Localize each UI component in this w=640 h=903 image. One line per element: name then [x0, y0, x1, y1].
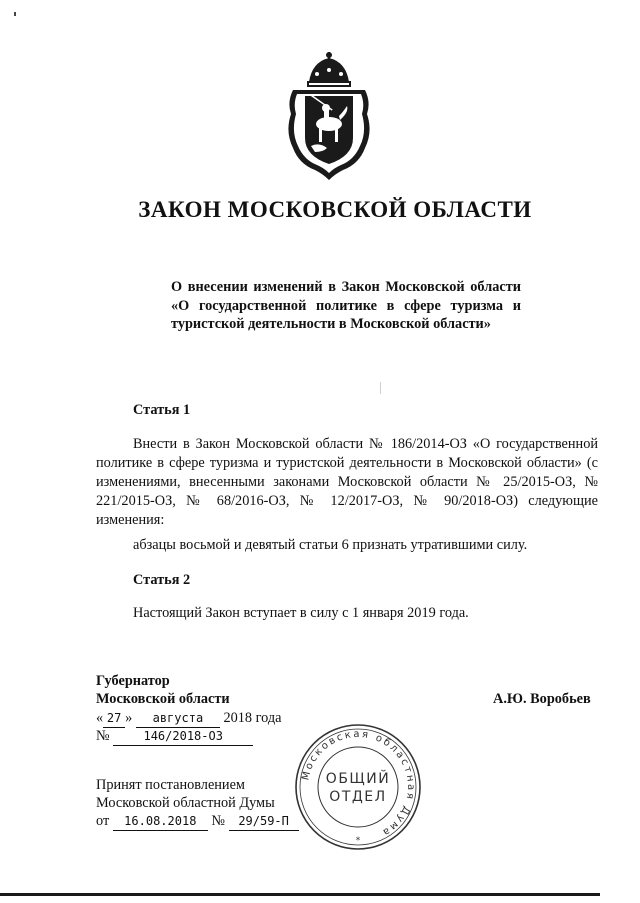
signature-number — [96, 727, 253, 746]
adoption-number: 29/59-П — [229, 812, 299, 831]
article-1-paragraph: Внести в Закон Московской области № 186/2014-ОЗ «О государственной политике в сфере туризма и туристской деятельности в Московской области» (с изменениями, внесенными законами Московской области № 25/2015-ОЗ, № 221/2015-ОЗ, № 68/2016-ОЗ, № 12/2017-ОЗ, № 90/2018-ОЗ) следующие изменения: — [96, 436, 598, 528]
adoption-line2: Московской областной Думы — [96, 795, 275, 811]
stamp-star-icon: * — [355, 836, 361, 846]
law-subject: О внесении изменений в Закон Московской области «О государственной политике в сфере туризма и туристской деятельности в Московской области» — [171, 279, 521, 332]
number-sign: № — [96, 728, 110, 744]
date-close-quote: » — [125, 710, 133, 726]
date-year: 2018 года — [223, 710, 282, 726]
moscow-oblast-coat-of-arms-icon — [279, 52, 379, 182]
article-2-paragraph: Настоящий Закон вступает в силу с 1 января 2019 года. — [133, 605, 469, 621]
stamp-ring-text: Московская областная Дума — [300, 728, 417, 839]
signature-block — [96, 672, 230, 708]
adoption-number-sign: № — [211, 813, 226, 829]
adoption-line1: Принят постановлением — [96, 777, 245, 793]
stamp-center-line1: ОБЩИЙ — [325, 771, 391, 787]
date-day: 27 — [103, 709, 125, 728]
stamp-center-line2: ОТДЕЛ — [329, 789, 387, 805]
scan-mark — [380, 382, 381, 394]
adoption-date: 16.08.2018 — [113, 812, 208, 831]
adoption-from-label: от — [96, 813, 110, 829]
adoption-block — [96, 776, 299, 831]
article-2-heading: Статья 2 — [133, 572, 191, 588]
adoption-line3 — [96, 812, 299, 831]
article-1-item: абзацы восьмой и девятый статьи 6 признать утратившими силу. — [133, 537, 528, 553]
date-month: августа — [136, 709, 220, 728]
scan-mark — [14, 12, 16, 16]
signer-position-line2: Московской области — [96, 691, 230, 707]
signature-date — [96, 709, 282, 728]
article-1-heading: Статья 1 — [133, 402, 191, 418]
official-stamp — [293, 722, 423, 852]
page-bottom-rule — [0, 893, 600, 896]
date-open-quote: « — [96, 710, 104, 726]
signer-name: А.Ю. Воробьев — [493, 691, 591, 707]
law-title: ЗАКОН МОСКОВСКОЙ ОБЛАСТИ — [138, 197, 532, 222]
signer-position-line1: Губернатор — [96, 673, 170, 689]
law-number: 146/2018-ОЗ — [113, 727, 253, 746]
